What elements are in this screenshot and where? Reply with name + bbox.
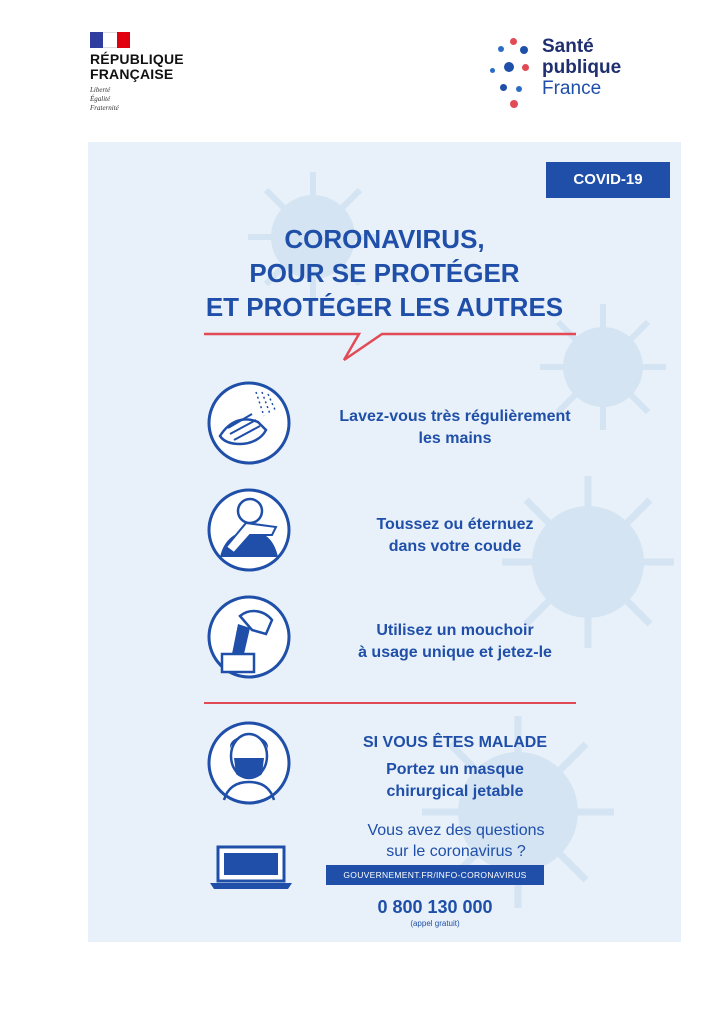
rf-motto-1: Liberté <box>90 86 111 94</box>
french-flag-icon <box>90 32 130 48</box>
title-line1: CORONAVIRUS, <box>284 224 485 254</box>
rf-line1: RÉPUBLIQUE <box>90 51 184 67</box>
item-3-line2: à usage unique et jetez-le <box>358 644 552 661</box>
item-1-line1: Lavez-vous très régulièrement <box>339 408 571 425</box>
laptop-icon <box>208 845 294 891</box>
spf-line2: publique <box>542 57 622 78</box>
covid-19-badge: COVID-19 <box>546 162 670 198</box>
item-1-line2: les mains <box>418 430 492 447</box>
handwashing-icon <box>206 380 292 466</box>
questions-line1: Vous avez des questions <box>367 822 545 839</box>
sick-line2: chirurgical jetable <box>386 783 524 800</box>
republique-francaise-logo <box>90 32 210 122</box>
spf-line1: Santé <box>542 36 594 57</box>
rf-motto-3: Fraternité <box>90 104 119 112</box>
speech-bubble-line <box>204 332 576 364</box>
item-2-line2: dans votre coude <box>388 538 522 555</box>
phone-note: (appel gratuit) <box>410 919 460 928</box>
sick-line1: Portez un masque <box>386 761 524 778</box>
red-divider <box>204 702 576 704</box>
title-line2: POUR SE PROTÉGER <box>249 258 520 288</box>
questions-line2: sur le coronavirus ? <box>386 843 526 860</box>
covid-poster <box>88 142 681 942</box>
sante-publique-france-logo <box>486 32 646 112</box>
phone-number[interactable]: 0 800 130 000 <box>377 897 493 917</box>
cough-elbow-icon <box>206 487 292 573</box>
sick-heading: SI VOUS ÊTES MALADE <box>362 734 548 751</box>
item-2-line1: Toussez ou éternuez <box>376 516 534 533</box>
rf-line2: FRANÇAISE <box>90 66 174 82</box>
item-3-line1: Utilisez un mouchoir <box>376 622 534 639</box>
tissue-icon <box>206 594 292 680</box>
mask-person-icon <box>206 720 292 806</box>
spf-line3: France <box>542 78 602 99</box>
title-line3: ET PROTÉGER LES AUTRES <box>205 292 564 322</box>
rf-motto-2: Égalité <box>90 95 111 103</box>
gouvernement-link[interactable]: GOUVERNEMENT.FR/INFO-CORONAVIRUS <box>326 865 544 885</box>
